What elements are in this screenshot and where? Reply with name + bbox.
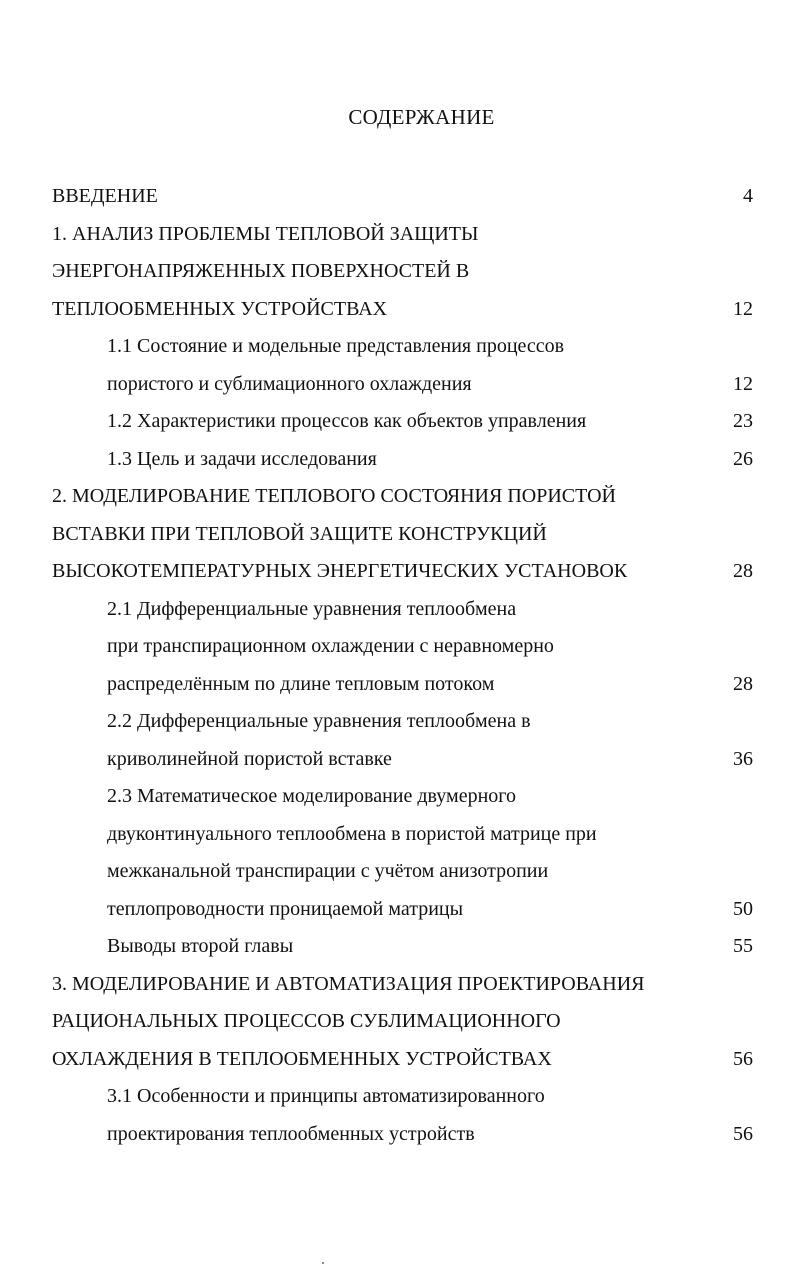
toc-entry-text: 2.1 Дифференциальные уравнения теплообмена bbox=[107, 597, 517, 620]
scan-speck bbox=[322, 1262, 324, 1264]
toc-page-number: 28 bbox=[733, 672, 753, 695]
toc-entry-text: распределённым по длине тепловым потоком bbox=[107, 672, 495, 695]
toc-entry-text: 1. АНАЛИЗ ПРОБЛЕМЫ ТЕПЛОВОЙ ЗАЩИТЫ bbox=[52, 222, 479, 245]
toc-entry-text: криволинейной пористой вставке bbox=[107, 747, 392, 770]
toc-page-number: 50 bbox=[733, 897, 753, 920]
toc-page-number: 56 bbox=[733, 1122, 753, 1145]
toc-page-number: 56 bbox=[733, 1047, 753, 1070]
toc-entry-text: 3. МОДЕЛИРОВАНИЕ И АВТОМАТИЗАЦИЯ ПРОЕКТИРОВАНИЯ bbox=[52, 972, 645, 995]
toc-page-number: 4 bbox=[743, 185, 753, 207]
toc-page-number: 55 bbox=[733, 935, 753, 957]
toc-entry-text: ВЫСОКОТЕМПЕРАТУРНЫХ ЭНЕРГЕТИЧЕСКИХ УСТАНОВОК bbox=[52, 560, 628, 582]
toc-entry-text: 1.2 Характеристики процессов как объектов управления bbox=[107, 410, 587, 432]
toc-entry-text: двуконтинуального теплообмена в пористой матрице при bbox=[107, 822, 597, 845]
toc-page-number: 26 bbox=[733, 447, 753, 470]
toc-entry-text: ОХЛАЖДЕНИЯ В ТЕПЛООБМЕННЫХ УСТРОЙСТВАХ bbox=[52, 1047, 552, 1070]
toc-page-number: 28 bbox=[733, 560, 753, 582]
toc-entry-text: 2. МОДЕЛИРОВАНИЕ ТЕПЛОВОГО СОСТОЯНИЯ ПОРИСТОЙ bbox=[52, 485, 616, 507]
toc-entry-text: РАЦИОНАЛЬНЫХ ПРОЦЕССОВ СУБЛИМАЦИОННОГО bbox=[52, 1010, 561, 1032]
toc-entry-text: Выводы второй главы bbox=[107, 935, 294, 957]
toc-page-number: 23 bbox=[733, 410, 753, 432]
toc-entry-text: ВВЕДЕНИЕ bbox=[52, 185, 158, 207]
toc-page-number: 12 bbox=[733, 372, 753, 395]
toc-page-number: 12 bbox=[733, 297, 753, 320]
toc-entry-text: 3.1 Особенности и принципы автоматизированного bbox=[107, 1085, 545, 1107]
toc-entry-text: теплопроводности проницаемой матрицы bbox=[107, 897, 464, 920]
toc-entry-text: пористого и сублимационного охлаждения bbox=[107, 372, 472, 395]
toc-entry-text: 2.2 Дифференциальные уравнения теплообмена в bbox=[107, 710, 531, 732]
toc-entry-text: 1.1 Состояние и модельные представления процессов bbox=[107, 335, 565, 357]
toc-entry-text: 2.3 Математическое моделирование двумерного bbox=[107, 785, 516, 807]
toc-entry-text: ВСТАВКИ ПРИ ТЕПЛОВОЙ ЗАЩИТЕ КОНСТРУКЦИЙ bbox=[52, 522, 547, 545]
toc-entry-text: межканальной транспирации с учётом анизотропии bbox=[107, 860, 549, 882]
toc-entry-text: ТЕПЛООБМЕННЫХ УСТРОЙСТВАХ bbox=[52, 297, 388, 320]
toc-entry-text: 1.3 Цель и задачи исследования bbox=[107, 447, 377, 470]
toc-entry-text: проектирования теплообменных устройств bbox=[107, 1122, 475, 1145]
toc-entry-text: ЭНЕРГОНАПРЯЖЕННЫХ ПОВЕРХНОСТЕЙ В bbox=[52, 260, 470, 282]
toc-page-number: 36 bbox=[733, 747, 753, 770]
page-title: СОДЕРЖАНИЕ bbox=[348, 105, 495, 129]
toc-entry-text: при транспирационном охлаждении с неравномерно bbox=[107, 635, 554, 657]
